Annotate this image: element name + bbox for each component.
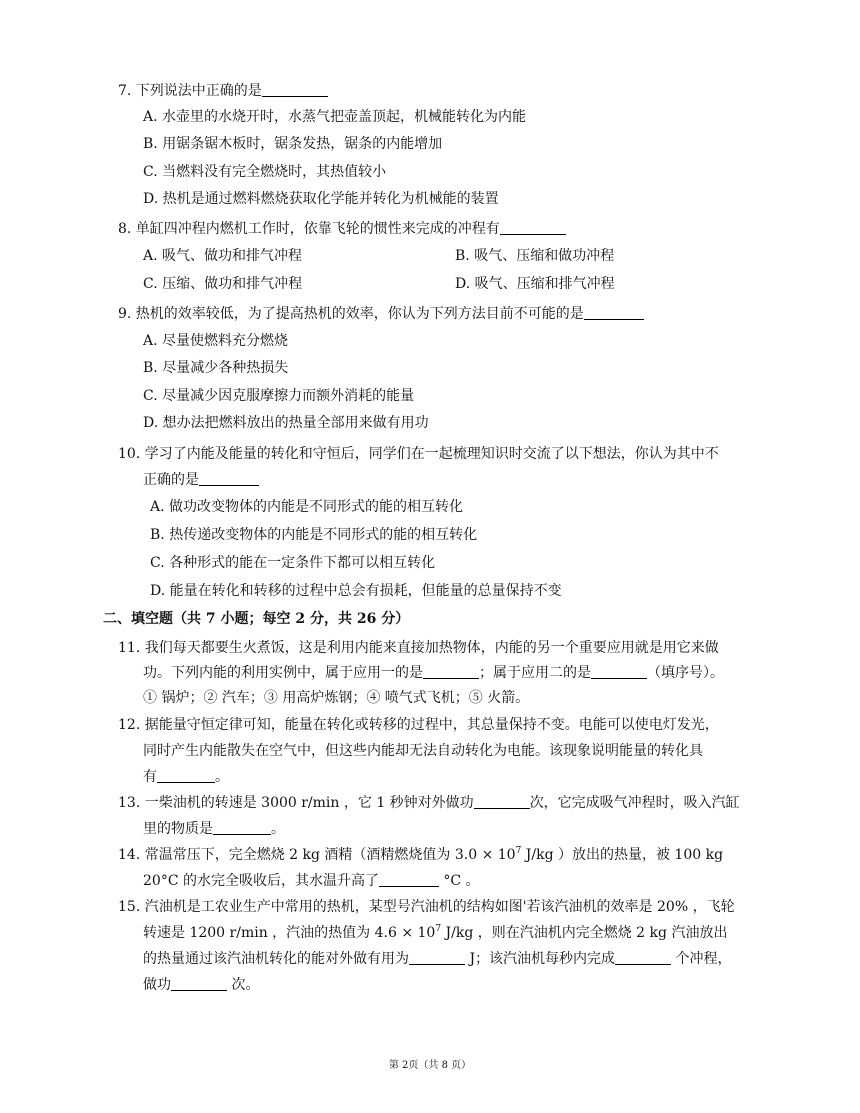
question-12-line2: 同时产生内能散失在空气中，但这些内能却无法自动转化为电能。该现象说明能量的转化具 [143,743,703,759]
option-b: B. 用锯条锯木板时，锯条发热，锯条的内能增加 [143,136,443,152]
answer-blank [591,664,647,679]
question-14-line1: 14. 常温常压下，完全燃烧 2 kg 酒精（酒精燃烧值为 $3.0 \times 10^7$ J/kg ）放出的热量，被 100 kg [118,846,724,863]
option-a: A. 做功改变物体的内能是不同形式的能的相互转化 [150,499,464,515]
answer-blank [500,220,566,235]
question-12-line3: 有 。 [143,769,229,785]
question-14-line2: 20°C 的水完全吸收后，其水温升高了 °C 。 [143,873,480,889]
option-b: B. 吸气、压缩和做功冲程 [455,248,615,264]
question-10-stem-cont: 正确的是 [143,471,259,489]
question-15-line1: 15. 汽油机是工农业生产中常用的热机，某型号汽油机的结构如图'若该汽油机的效率是 20% ，飞轮 [118,899,735,915]
answer-blank [615,950,671,965]
option-b: B. 热传递改变物体的内能是不同形式的能的相互转化 [150,527,478,543]
option-d: D. 能量在转化和转移的过程中总会有损耗，但能量的总量保持不变 [150,583,562,599]
question-8-stem: 8. 单缸四冲程内燃机工作时，依靠飞轮的惯性来完成的冲程有 [118,220,566,238]
option-c: C. 当燃料没有完全燃烧时，其热值较小 [143,164,387,180]
question-15-line4: 做功 次。 [143,977,260,993]
option-c: C. 压缩、做功和排气冲程 [143,276,303,292]
answer-blank [474,794,530,809]
answer-blank [199,471,259,486]
option-a: A. 尽量使燃料充分燃烧 [143,333,289,349]
question-11-line3: ① 锅炉；② 汽车；③ 用高炉炼钢；④ 喷气式飞机；⑤ 火箭。 [143,690,530,706]
question-15-line3: 的热量通过该汽油机转化的能对外做有用为 J；该汽油机每秒内完成 个冲程， [143,951,732,967]
option-c: C. 尽量减少因克服摩擦力而额外消耗的能量 [143,388,415,404]
answer-blank [379,872,439,887]
option-d: D. 想办法把燃料放出的热量全部用来做有用功 [143,415,429,431]
question-9-stem: 9. 热机的效率较低，为了提高热机的效率，你认为下列方法目前不可能的是 [118,305,644,323]
question-15-line2: 转速是 1200 r/min ，汽油的热值为 $4.6 \times 10^7$ J/kg ，则在汽油机内完全燃烧 2 kg 汽油放出 [143,924,728,941]
answer-blank [171,976,227,991]
option-c: C. 各种形式的能在一定条件下都可以相互转化 [150,555,436,571]
section-heading: 二、填空题（共 7 小题；每空 2 分，共 26 分） [103,611,410,627]
answer-blank [409,950,465,965]
answer-blank [423,664,479,679]
question-13-line2: 里的物质是 。 [143,821,285,837]
answer-blank [262,82,328,97]
question-11-line2: 功。下列内能的利用实例中，属于应用一的是 ；属于应用二的是 （填序号）。 [143,665,724,681]
option-d: D. 热机是通过燃料燃烧获取化学能并转化为机械能的装置 [143,191,499,207]
option-d: D. 吸气、压缩和排气冲程 [455,276,615,292]
answer-blank [584,305,644,320]
question-7-stem: 7. 下列说法中正确的是 [118,82,328,100]
option-a: A. 水壶里的水烧开时，水蒸气把壶盖顶起，机械能转化为内能 [143,109,527,125]
page-footer: 第 2页（共 8 页） [388,1060,472,1071]
answer-blank [157,768,215,783]
question-11-line1: 11. 我们每天都要生火煮饭，这是利用内能来直接加热物体，内能的另一个重要应用就是用它来做 [118,640,719,656]
question-10-stem: 10. 学习了内能及能量的转化和守恒后，同学们在一起梳理知识时交流了以下想法，你认为其中不 [118,446,719,462]
option-a: A. 吸气、做功和排气冲程 [143,248,303,264]
question-12-line1: 12. 据能量守恒定律可知，能量在转化或转移的过程中，其总量保持不变。电能可以使电灯发光， [118,717,719,733]
option-b: B. 尽量减少各种热损失 [143,360,289,376]
answer-blank [213,820,271,835]
question-13-line1: 13. 一柴油机的转速是 3000 r/min ，它 1 秒钟对外做功 次，它完成吸气冲程时，吸入汽缸 [118,795,740,811]
